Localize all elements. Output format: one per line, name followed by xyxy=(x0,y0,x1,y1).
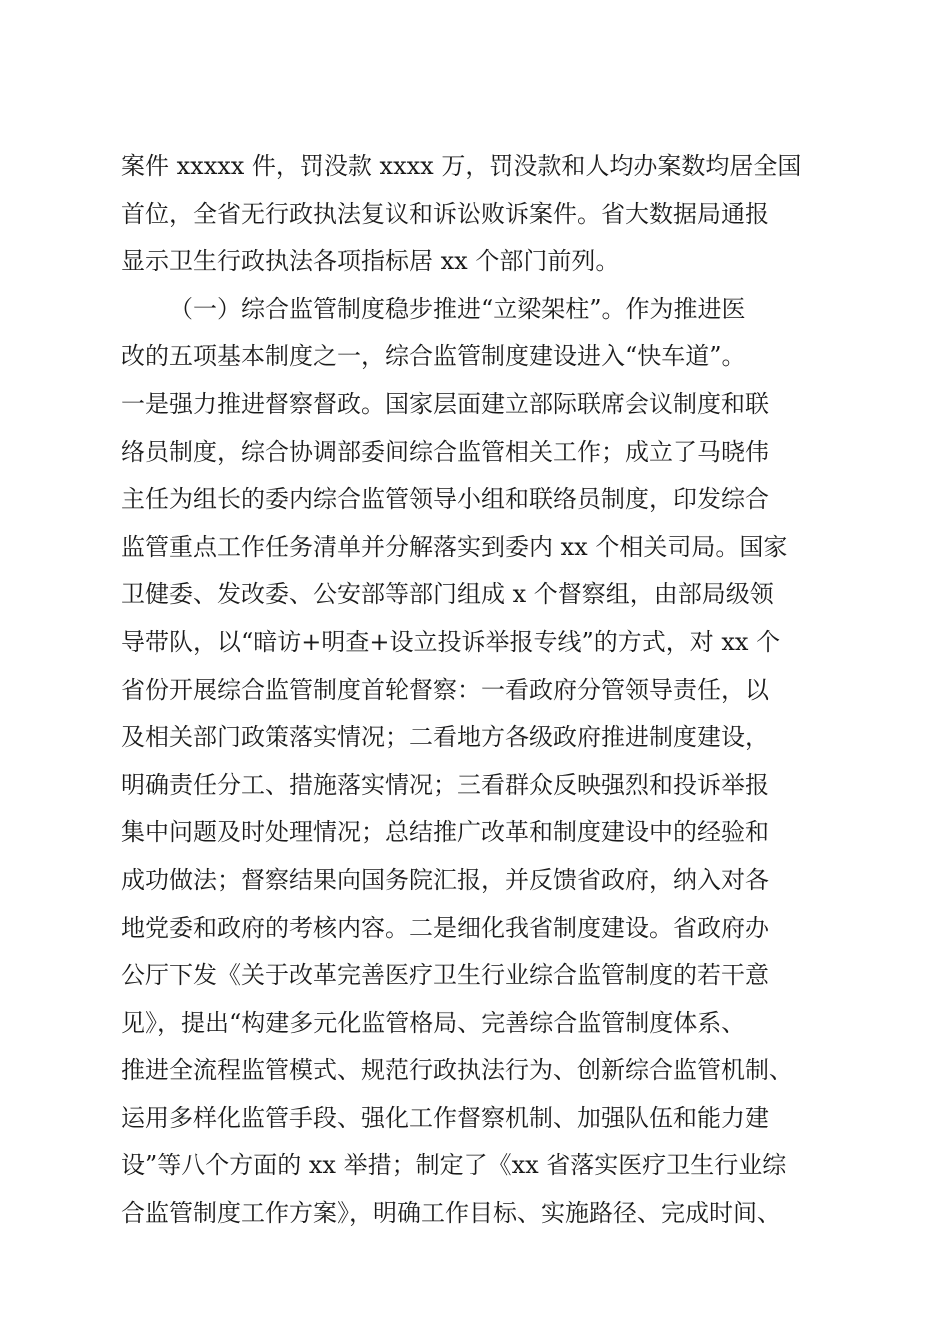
text-line: 合监管制度工作方案》，明确工作目标、实施路径、完成时间、 xyxy=(121,1199,781,1228)
text-line: 案件 xxxxx 件，罚没款 xxxx 万，罚没款和人均办案数均居全国 xyxy=(121,152,802,180)
text-line: 运用多样化监管手段、强化工作督察机制、加强队伍和能力建 xyxy=(121,1103,769,1132)
text-line: 公厅下发《关于改革完善医疗卫生行业综合监管制度的若干意 xyxy=(121,961,769,990)
text-line: 及相关部门政策落实情况；二看地方各级政府推进制度建设， xyxy=(121,723,769,752)
text-line: 络员制度，综合协调部委间综合监管相关工作；成立了马晓伟 xyxy=(121,437,769,466)
section-heading-line: （一）综合监管制度稳步推进“立梁架柱”。作为推进医 xyxy=(169,294,746,323)
text-line: 地党委和政府的考核内容。二是细化我省制度建设。省政府办 xyxy=(121,913,769,942)
body-text xyxy=(121,143,841,1238)
text-line: 设”等八个方面的 xx 举措；制定了《xx 省落实医疗卫生行业综 xyxy=(121,1151,787,1180)
text-line: 集中问题及时处理情况；总结推广改革和制度建设中的经验和 xyxy=(121,818,769,847)
text-line: 省份开展综合监管制度首轮督察：一看政府分管领导责任，以 xyxy=(121,675,769,704)
text-line: 导带队，以“暗访+明查+设立投诉举报专线”的方式，对 xx 个 xyxy=(121,627,781,656)
text-line: 推进全流程监管模式、规范行政执法行为、创新综合监管机制、 xyxy=(121,1056,793,1085)
text-line: 明确责任分工、措施落实情况；三看群众反映强烈和投诉举报 xyxy=(121,770,769,799)
text-line: 主任为组长的委内综合监管领导小组和联络员制度，印发综合 xyxy=(121,485,769,514)
text-line: 监管重点工作任务清单并分解落实到委内 xx 个相关司局。国家 xyxy=(121,532,788,561)
text-line: 显示卫生行政执法各项指标居 xx 个部门前列。 xyxy=(121,247,620,276)
text-line: 成功做法；督察结果向国务院汇报，并反馈省政府，纳入对各 xyxy=(121,865,769,894)
text-line: 首位，全省无行政执法复议和诉讼败诉案件。省大数据局通报 xyxy=(121,199,769,228)
text-line: 改的五项基本制度之一，综合监管制度建设进入“快车道”。 xyxy=(121,342,746,371)
text-line: 一是强力推进督察督政。国家层面建立部际联席会议制度和联 xyxy=(121,389,769,418)
text-line: 见》，提出“构建多元化监管格局、完善综合监管制度体系、 xyxy=(121,1008,746,1037)
text-line: 卫健委、发改委、公安部等部门组成 x 个督察组，由部局级领 xyxy=(121,580,774,609)
